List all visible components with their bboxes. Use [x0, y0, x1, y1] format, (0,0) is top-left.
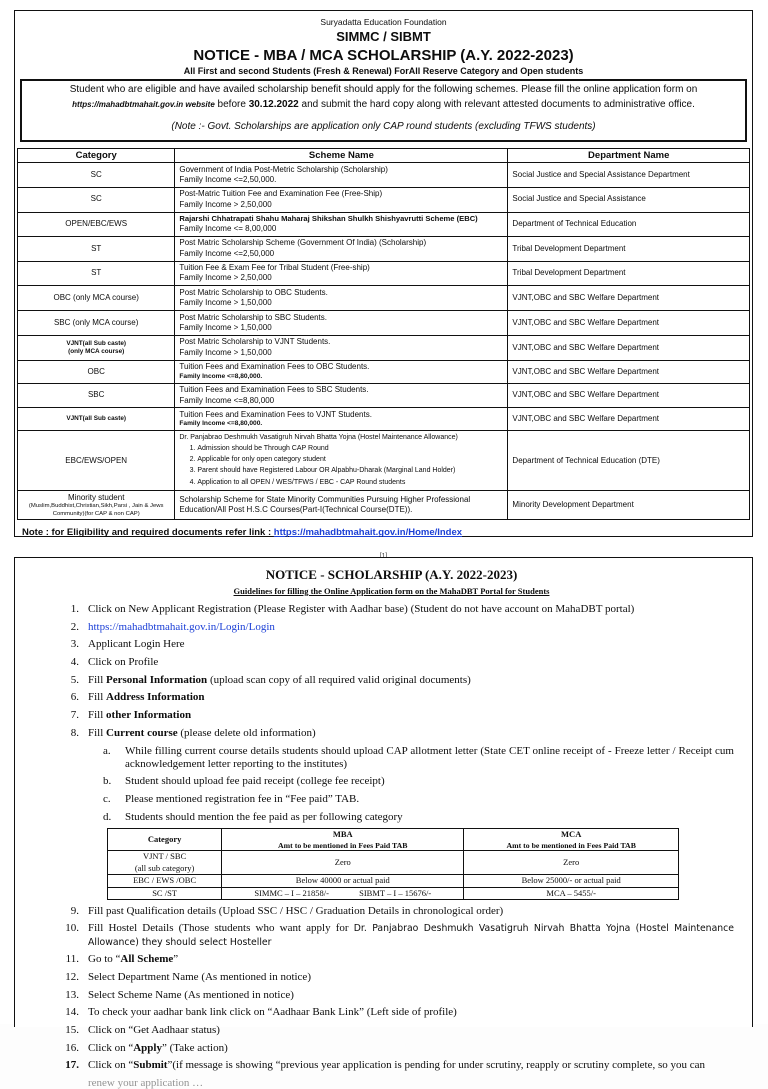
income-limit: Family Income > 1,50,000 [179, 298, 272, 308]
category-cell [18, 335, 175, 360]
guideline-item [49, 1042, 734, 1055]
scheme-cell [175, 311, 508, 336]
text-segment: Address Information [106, 691, 205, 704]
fee-mca-cell: Below 25000/- or actual paid [464, 875, 679, 887]
fee-mba-cell: Below 40000 or actual paid [222, 875, 464, 887]
guideline-item [49, 989, 734, 1002]
fee-mba-values [224, 888, 461, 899]
text-segment: Current course [106, 726, 178, 739]
guideline-number: 13. [65, 988, 79, 1001]
fee-category-cell [108, 851, 222, 875]
guideline-text [88, 1006, 734, 1019]
page1-header [15, 17, 752, 76]
category-label: VJNT(all Sub caste) [66, 415, 127, 423]
guideline-text [88, 989, 734, 1002]
text-segment: (please delete old information) [177, 726, 316, 739]
scheme-name: Post Matric Scholarship to OBC Students. [179, 287, 328, 297]
guideline-number: 10. [65, 922, 79, 935]
scholarship-row [18, 491, 750, 520]
home-index-link[interactable]: https://mahadbtmahait.gov.in/Home/Index [273, 527, 463, 539]
guidelines-subtitle: Guidelines for filling the Online Application form on the MahaDBT Portal for Students [233, 586, 550, 596]
scheme-name: Tuition Fees and Examination Fees to OBC Students. [179, 362, 370, 372]
guideline-number: 16. [65, 1041, 79, 1054]
scheme-name: Tuition Fees and Examination Fees to VJNT Students. [179, 409, 372, 419]
scheme-cell [175, 261, 508, 286]
text-segment: Submit [133, 1059, 168, 1072]
eligibility-notice-box [20, 79, 747, 142]
text-segment: Fill Hostel Details (Those students who want apply for [88, 922, 354, 935]
department-cell: VJNT,OBC and SBC Welfare Department [508, 311, 750, 336]
text-segment: Click on Profile [88, 656, 159, 669]
fee-header-subtitle: Amt to be mentioned in Fees Paid TAB [506, 840, 636, 850]
department-cell: Department of Technical Education (DTE) [508, 431, 750, 491]
guideline-item [49, 691, 734, 704]
guideline-number: 12. [65, 970, 79, 983]
fee-table-header-row [108, 829, 679, 851]
text-segment: Student should upload fee paid receipt (college fee receipt) [125, 775, 385, 788]
text-segment: Go to “ [88, 953, 121, 966]
scheme-cell [175, 236, 508, 261]
scheme-cell [175, 360, 508, 383]
guideline-number: 1. [70, 603, 79, 615]
guideline-number: 6. [70, 691, 79, 704]
text-segment: Fill [88, 673, 107, 686]
guideline-number: 11. [65, 953, 79, 966]
fee-header-mca [464, 829, 679, 851]
scheme-condition: 4. Application to all OPEN / WES/TFWS / EBC - CAP Round students [197, 477, 503, 488]
text-segment: While filling current course details students should upload CAP allotment letter (State CET online receipt of - Freeze letter / Receipt cum acknowledgement letter reporting to the institutes) [125, 744, 734, 770]
category-label: OPEN/EBC/EWS [65, 218, 128, 228]
text-segment: Select Department Name (As mentioned in notice) [88, 970, 311, 983]
department-cell: Department of Technical Education [508, 212, 750, 236]
guideline-number: 3. [70, 638, 79, 651]
column-header-department: Department Name [508, 149, 750, 163]
text-segment: Click on “ [88, 1059, 134, 1072]
text-segment: Apply [133, 1041, 162, 1054]
guideline-subitem [103, 811, 734, 824]
guideline-item [49, 638, 734, 651]
category-cell [18, 236, 175, 261]
guideline-item [49, 603, 734, 616]
department-cell: Social Justice and Special Assistance Department [508, 163, 750, 188]
department-cell: Minority Development Department [508, 491, 750, 520]
guidelines-list [49, 603, 734, 1089]
scholarship-table [17, 148, 750, 520]
category-cell [18, 431, 175, 491]
scheme-conditions-list [197, 443, 503, 488]
category-label: Minority student [67, 492, 125, 502]
department-cell: VJNT,OBC and SBC Welfare Department [508, 360, 750, 383]
guideline-item [49, 1059, 734, 1072]
subitem-letter: d. [103, 810, 112, 823]
scheme-name: Scholarship Scheme for State Minority Communities Pursuing Higher Professional Education/All Post H.S.C Courses(Part-I(Technical Course(DTE)). [179, 494, 471, 515]
category-cell [18, 360, 175, 383]
guideline-item [49, 674, 734, 687]
scheme-cell [175, 212, 508, 236]
scheme-cell [175, 335, 508, 360]
scheme-name: Tuition Fee & Exam Fee for Tribal Student (Free-ship) [179, 263, 370, 273]
text-segment: and submit the hard copy along with relevant attested documents to administrative office. [298, 98, 695, 110]
notice-page-1 [14, 10, 753, 537]
guideline-text [88, 621, 734, 634]
text-segment: ” [173, 953, 179, 966]
fee-paid-table [107, 828, 679, 900]
category-sublabel: (only MCA course) [68, 347, 125, 355]
department-cell: Social Justice and Special Assistance [508, 187, 750, 212]
text-segment: Fill [88, 726, 107, 739]
income-limit: Family Income <= 8,00,000 [179, 223, 277, 233]
column-header-category: Category [18, 149, 175, 163]
text-segment: Select Scheme Name (As mentioned in notice) [88, 988, 294, 1001]
fee-value: SIMMC – I – 21858/- [254, 887, 329, 898]
fee-category-cell [108, 887, 222, 899]
guideline-item [49, 953, 734, 966]
fee-category-sublabel: (all sub category) [134, 862, 195, 873]
department-cell: Tribal Development Department [508, 236, 750, 261]
column-header-scheme: Scheme Name [175, 149, 508, 163]
scholarship-row [18, 163, 750, 188]
guideline-item [49, 656, 734, 669]
subitem-text [125, 811, 734, 824]
scheme-cell [175, 383, 508, 408]
scheme-name: Rajarshi Chhatrapati Shahu Maharaj Shikshan Shulkh Shishyavrutti Scheme (EBC) [179, 214, 478, 224]
scheme-cell [175, 491, 508, 520]
fee-table-row [108, 887, 679, 899]
fee-mba-cell [222, 887, 464, 899]
guideline-number: 17. [65, 1059, 79, 1072]
subitem-text [125, 775, 734, 788]
category-cell [18, 163, 175, 188]
income-limit: Family Income > 1,50,000 [179, 323, 272, 333]
scheme-name: Post Matric Scholarship to VJNT Students. [179, 337, 331, 347]
category-cell [18, 408, 175, 431]
fee-header-category: Category [108, 829, 222, 851]
clipped-partial-line: renew your application … [88, 1077, 204, 1089]
fee-table-row [108, 875, 679, 887]
text-segment: (upload scan copy of all required valid original documents) [207, 673, 471, 686]
notice-page-2 [14, 557, 753, 1089]
scholarship-table-header-row [18, 149, 750, 163]
category-label: SBC [87, 390, 105, 400]
text-segment: Fill [88, 691, 107, 704]
subitem-letter: a. [103, 744, 111, 757]
guideline-text [88, 922, 734, 948]
inline-link[interactable]: https://mahadbtmahait.gov.in/Login/Login [88, 620, 275, 633]
text-segment: ” (Take action) [161, 1041, 228, 1054]
text-segment: before [214, 98, 249, 110]
guideline-subitem [103, 775, 734, 788]
guideline-text [88, 1042, 734, 1055]
fee-category-cell [108, 875, 222, 887]
guideline-text [88, 656, 734, 669]
guideline-number: 4. [70, 656, 79, 669]
category-label: OBC (only MCA course) [53, 293, 139, 303]
guideline-text [88, 691, 734, 704]
scheme-name: Post Matric Scholarship Scheme (Government Of India) (Scholarship) [179, 238, 427, 248]
fee-mca-cell: MCA – 5455/- [464, 887, 679, 899]
scheme-cell [175, 163, 508, 188]
notice-title: NOTICE - MBA / MCA SCHOLARSHIP (A.Y. 2022-2023) [193, 47, 574, 64]
scheme-condition: 2. Applicable for only open category student [197, 454, 503, 465]
fee-mca-cell: Zero [464, 851, 679, 875]
text-segment: Applicant Login Here [88, 638, 185, 651]
fee-category-label: VJNT / SBC [142, 851, 187, 862]
subitem-text [125, 745, 734, 771]
scheme-cell [175, 187, 508, 212]
guideline-item [49, 922, 734, 948]
scholarship-row [18, 261, 750, 286]
notice-subtitle: All First and second Students (Fresh & Renewal) ForAll Reserve Category and Open students [183, 66, 584, 76]
category-label: SBC (only MCA course) [53, 317, 139, 327]
income-limit: Family Income > 2,50,000 [179, 273, 272, 283]
text-segment: other Information [106, 709, 192, 722]
scholarship-row [18, 383, 750, 408]
guideline-number: 8. [70, 726, 79, 739]
fee-category-label: SC /ST [152, 887, 177, 898]
guideline-text [88, 1024, 734, 1037]
category-sublabel: (Muslim,Buddhist,Christian,Sikh,Parsi , Jain & Jews Community)(for CAP & non CAP) [28, 503, 164, 517]
guideline-item [49, 971, 734, 984]
category-cell [18, 187, 175, 212]
category-cell [18, 286, 175, 311]
footer-eligibility-note [22, 527, 745, 538]
text-segment: ”(if message is showing “previous year application is pending for under scrutiny, reapply or scrutiny complete, so you can [167, 1059, 705, 1072]
category-label: ST [91, 243, 102, 253]
text-segment: To check your aadhar bank link click on “Aadhaar Bank Link” (Left side of profile) [88, 1006, 457, 1019]
scheme-name: Tuition Fees and Examination Fees to SBC Students. [179, 385, 369, 395]
guideline-number: 9. [70, 904, 79, 917]
subitem-text [125, 793, 734, 806]
fee-header-mba [222, 829, 464, 851]
scheme-cell [175, 286, 508, 311]
scholarship-row [18, 360, 750, 383]
scholarship-row [18, 286, 750, 311]
text-segment: All Scheme [120, 953, 174, 966]
guideline-subitem [103, 793, 734, 806]
mahadbt-website-link[interactable]: https://mahadbtmahait.gov.in website [72, 99, 215, 109]
text-segment: Click on New Applicant Registration (Please Register with Aadhar base) (Student do not have account on MahaDBT portal) [88, 603, 635, 615]
subitem-letter: b. [103, 775, 112, 788]
guideline-item [49, 709, 734, 722]
text-segment: Student who are eligible and have availed scholarship benefit should apply for the following schemes. Please fill the online application form on [69, 84, 698, 95]
scholarship-row [18, 212, 750, 236]
text-segment: Please mentioned registration fee in “Fee paid” TAB. [125, 793, 360, 806]
guideline-number: 5. [70, 673, 79, 686]
category-label: VJNT(all Sub caste) [66, 339, 127, 347]
fee-header-title: MBA [332, 829, 353, 840]
fee-header-subtitle: Amt to be mentioned in Fees Paid TAB [278, 840, 408, 850]
department-cell: VJNT,OBC and SBC Welfare Department [508, 286, 750, 311]
organization-name: Suryadatta Education Foundation [320, 17, 447, 27]
scheme-name: Government of India Post-Metric Scholarship (Scholarship) [179, 164, 388, 174]
guideline-item [49, 727, 734, 740]
scheme-condition: 1. Admission should be Through CAP Round [197, 443, 503, 454]
scheme-name: Post Matric Scholarship to SBC Students. [179, 312, 327, 322]
fee-category-label: EBC / EWS /OBC [133, 875, 197, 886]
scheme-name: Dr. Panjabrao Deshmukh Vasatigruh Nirvah Bhatta Yojna (Hostel Maintenance Allowance) [179, 433, 458, 441]
income-limit: Family Income <=2,50,000. [179, 174, 277, 184]
scheme-name: Post-Matric Tuition Fee and Examination Fee (Free-Ship) [179, 189, 383, 199]
income-limit: Family Income <=8,80,000. [179, 372, 263, 380]
institute-name: SIMMC / SIBMT [336, 29, 431, 44]
scholarship-row [18, 311, 750, 336]
income-limit: Family Income <=8,80,000. [179, 420, 263, 428]
category-cell [18, 261, 175, 286]
cap-round-note: (Note :- Govt. Scholarships are application only CAP round students (excluding TFWS students) [171, 121, 596, 132]
income-limit: Family Income <=2,50,000 [179, 248, 275, 258]
guideline-item [49, 905, 734, 918]
text-segment: Click on “Get Aadhaar status) [88, 1023, 220, 1036]
scholarship-row [18, 236, 750, 261]
text-segment: Students should mention the fee paid as per following category [125, 810, 403, 823]
guideline-text [88, 674, 734, 687]
text-segment: Fill [88, 709, 107, 722]
eligibility-text [30, 83, 737, 112]
department-cell: VJNT,OBC and SBC Welfare Department [508, 408, 750, 431]
deadline-date: 30.12.2022 [248, 98, 299, 110]
category-cell [18, 212, 175, 236]
subitem-letter: c. [103, 793, 111, 806]
income-limit: Family Income > 1,50,000 [179, 347, 272, 357]
guideline-text [88, 638, 734, 651]
guideline-number: 7. [70, 709, 79, 722]
category-label: SC [90, 169, 102, 179]
footer-note-label: Note : for Eligibility and required documents refer link : [22, 527, 274, 539]
scheme-condition: 3. Parent should have Registered Labour OR Alpabhu-Dharak (Marginal Land Holder) [197, 465, 503, 476]
guideline-number: 14. [65, 1006, 79, 1019]
income-limit: Family Income > 2,50,000 [179, 199, 272, 209]
guideline-subitem [103, 745, 734, 771]
guideline-item [49, 621, 734, 634]
category-label: EBC/EWS/OPEN [65, 455, 128, 465]
guideline-text [88, 1059, 734, 1072]
category-cell [18, 383, 175, 408]
category-label: OBC [87, 366, 105, 376]
guideline-number: 2. [70, 620, 79, 633]
scholarship-row [18, 335, 750, 360]
scholarship-row [18, 408, 750, 431]
fee-value: SIBMT – I – 15676/- [359, 887, 432, 898]
guideline-text [88, 709, 734, 722]
guideline-text [88, 603, 734, 616]
guideline-item [49, 1006, 734, 1019]
guideline-number: 15. [65, 1023, 79, 1036]
department-cell: Tribal Development Department [508, 261, 750, 286]
scheme-cell [175, 431, 508, 491]
guideline-text [88, 953, 734, 966]
text-segment: Personal Information [106, 673, 208, 686]
category-cell [18, 491, 175, 520]
fee-mba-cell: Zero [222, 851, 464, 875]
category-label: SC [90, 194, 102, 204]
guideline-text [88, 905, 734, 918]
category-cell [18, 311, 175, 336]
guideline-text [88, 727, 734, 740]
department-cell: VJNT,OBC and SBC Welfare Department [508, 335, 750, 360]
scholarship-row [18, 431, 750, 491]
department-cell: VJNT,OBC and SBC Welfare Department [508, 383, 750, 408]
scheme-cell [175, 408, 508, 431]
category-label: ST [91, 268, 102, 278]
fee-table-row [108, 851, 679, 875]
fee-header-title: MCA [561, 829, 582, 840]
text-segment: Fill past Qualification details (Upload SSC / HSC / Graduation Details in chronological order) [88, 904, 504, 917]
text-segment: Click on “ [88, 1041, 134, 1054]
guidelines-title: NOTICE - SCHOLARSHIP (A.Y. 2022-2023) [265, 567, 518, 582]
income-limit: Family Income <=8,80,000 [179, 395, 275, 405]
scholarship-row [18, 187, 750, 212]
guideline-item [49, 1024, 734, 1037]
guideline-text [88, 971, 734, 984]
text-segment: Dr. Panjabrao Deshmukh Vasatigruh Nirvah Bhatta Yojna (Hostel Maintenance Allowance) they should select Hosteller [88, 923, 734, 948]
